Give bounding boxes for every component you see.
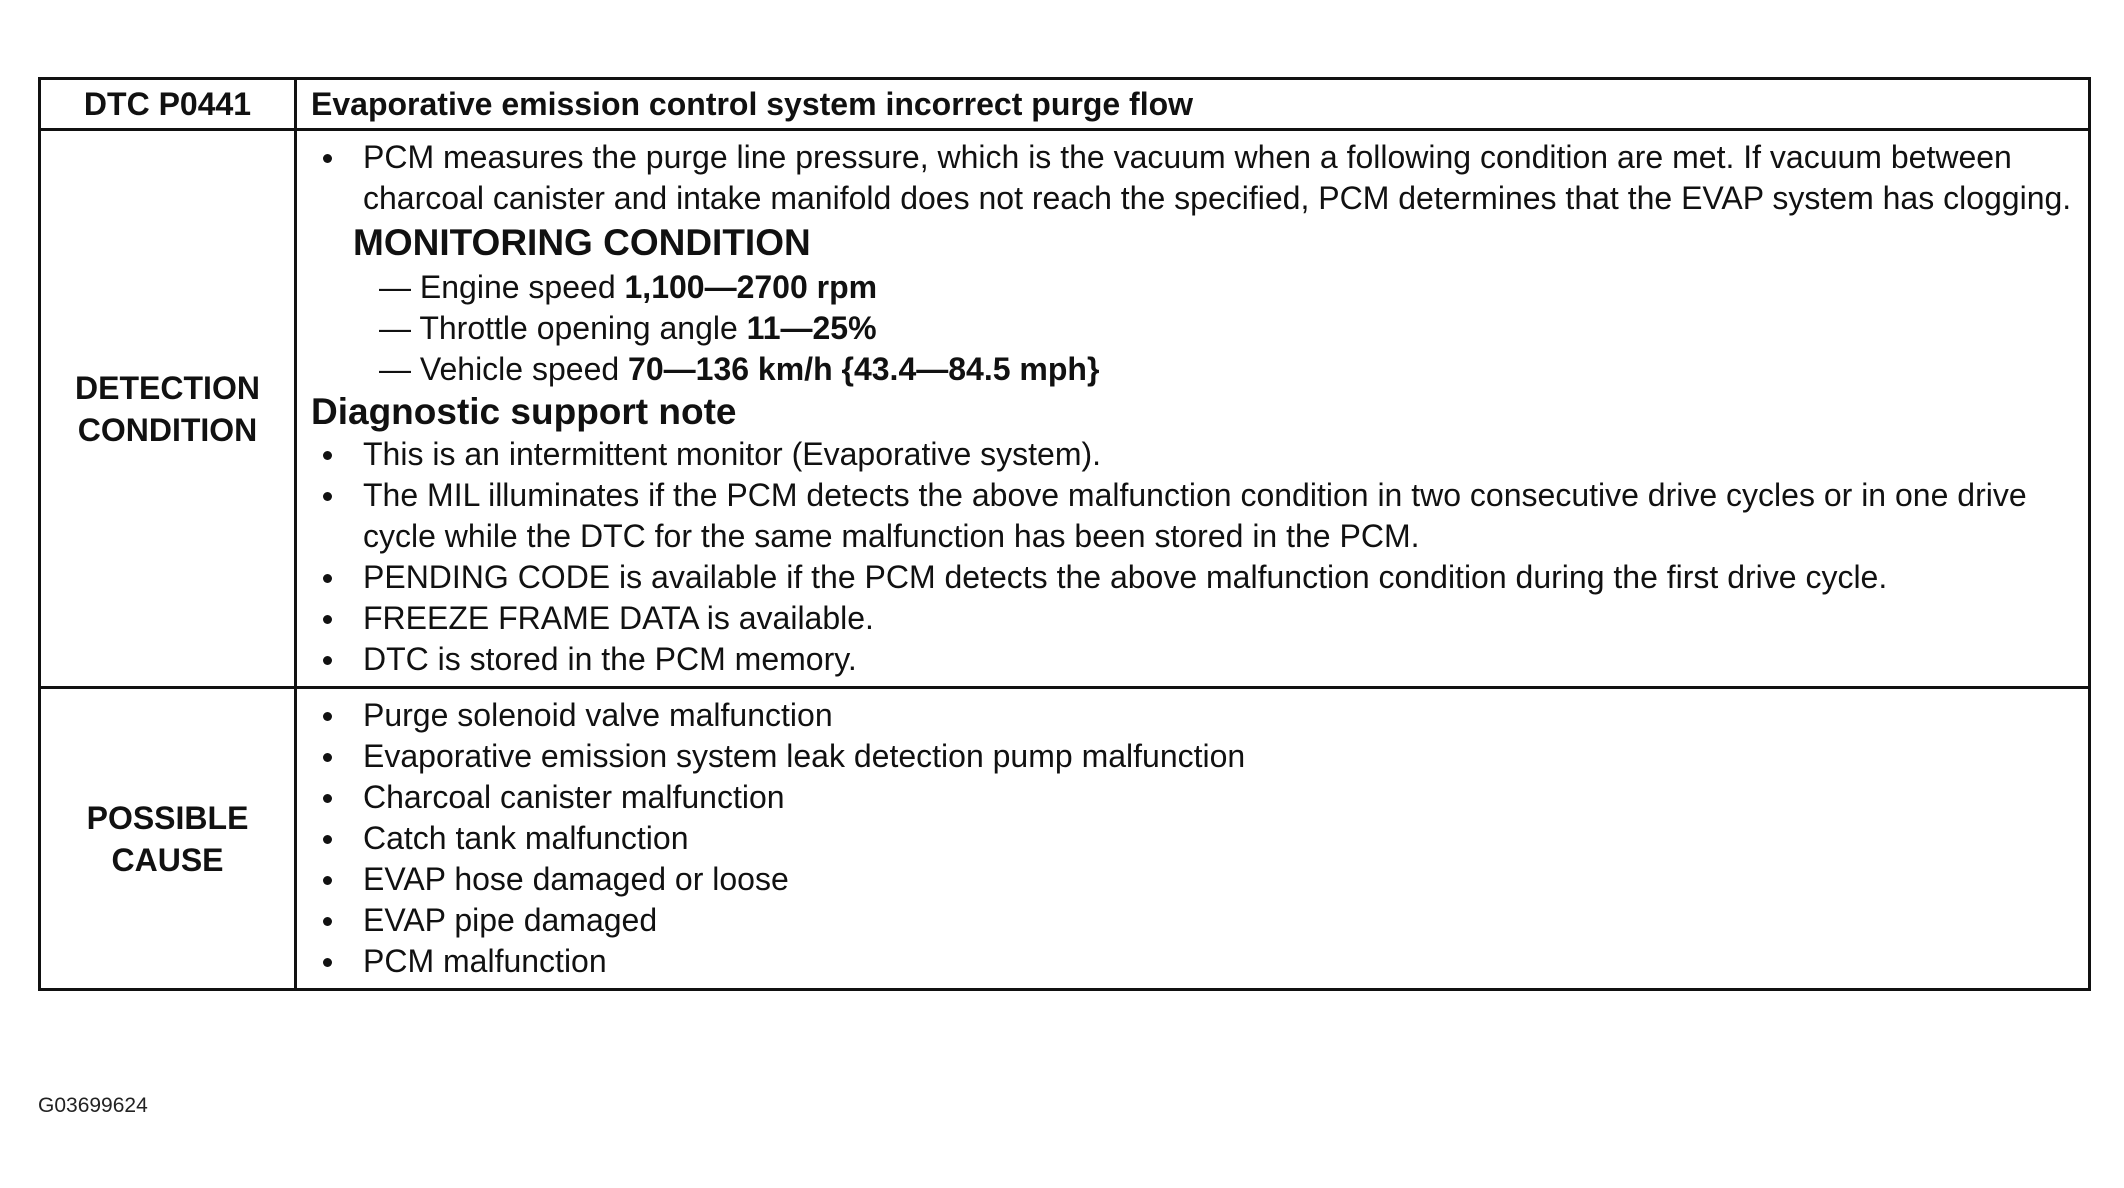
intro-text: PCM measures the purge line pressure, which is the vacuum when a following condition are met. If vacuum between charcoal canister and intake manifold does not reach the specified, PCM determines that the EVAP system has clogging.	[363, 139, 2072, 216]
cause-text: Purge solenoid valve malfunction	[363, 697, 833, 733]
cause-text: Catch tank malfunction	[363, 820, 689, 856]
dtc-code: DTC P0441	[40, 79, 296, 130]
bullet-icon	[323, 876, 332, 885]
detection-label-line2: CONDITION	[77, 411, 258, 448]
detection-label	[40, 130, 296, 688]
monitoring-heading: MONITORING CONDITION	[353, 222, 811, 263]
detection-label-line1: DETECTION	[75, 369, 260, 406]
bullet-icon	[323, 492, 332, 501]
condition-prefix: — Vehicle speed	[379, 351, 629, 387]
bullet-icon	[323, 154, 332, 163]
cause-text: Evaporative emission system leak detection pump malfunction	[363, 738, 1246, 774]
condition-value: 1,100—2700 rpm	[624, 269, 878, 305]
list-item	[311, 598, 2078, 639]
bullet-icon	[323, 958, 332, 967]
list-item	[311, 777, 2078, 818]
detection-row	[40, 130, 2090, 688]
possible-cause-content	[296, 688, 2090, 990]
list-item	[311, 818, 2078, 859]
support-notes	[311, 434, 2078, 680]
possible-cause-label-line2: CAUSE	[111, 841, 224, 878]
condition-prefix: — Throttle opening angle	[379, 310, 747, 346]
dtc-title: Evaporative emission control system incorrect purge flow	[296, 79, 2090, 130]
list-item	[311, 859, 2078, 900]
list-item	[311, 695, 2078, 736]
list-item	[311, 639, 2078, 680]
intro-list	[311, 137, 2078, 219]
cause-text: Charcoal canister malfunction	[363, 779, 785, 815]
bullet-icon	[323, 753, 332, 762]
bullet-icon	[323, 574, 332, 583]
bullet-icon	[323, 615, 332, 624]
condition-item	[379, 349, 2078, 390]
list-item	[311, 434, 2078, 475]
bullet-icon	[323, 656, 332, 665]
support-heading: Diagnostic support note	[311, 391, 737, 432]
list-item	[311, 900, 2078, 941]
cause-text: PCM malfunction	[363, 943, 607, 979]
bullet-icon	[323, 835, 332, 844]
bullet-icon	[323, 917, 332, 926]
condition-item	[379, 267, 2078, 308]
list-item	[311, 137, 2078, 219]
condition-item	[379, 308, 2078, 349]
monitoring-conditions	[311, 267, 2078, 390]
note-text: DTC is stored in the PCM memory.	[363, 641, 857, 677]
detection-content	[296, 130, 2090, 688]
cause-text: EVAP pipe damaged	[363, 902, 658, 938]
note-text: The MIL illuminates if the PCM detects the above malfunction condition in two consecutive drive cycles or in one drive cycle while the DTC for the same malfunction has been stored in the PCM.	[363, 477, 2027, 554]
possible-cause-label-line1: POSSIBLE	[86, 799, 249, 836]
condition-value: 70—136 km/h {43.4—84.5 mph}	[628, 351, 1100, 387]
list-item	[311, 475, 2078, 557]
cause-list	[311, 695, 2078, 982]
dtc-table	[38, 77, 2091, 991]
possible-cause-label	[40, 688, 296, 990]
list-item	[311, 736, 2078, 777]
list-item	[311, 941, 2078, 982]
condition-value: 11—25%	[746, 310, 877, 346]
list-item	[311, 557, 2078, 598]
condition-prefix: — Engine speed	[379, 269, 625, 305]
possible-cause-row	[40, 688, 2090, 990]
bullet-icon	[323, 712, 332, 721]
figure-id: G03699624	[38, 1094, 148, 1117]
note-text: This is an intermittent monitor (Evaporative system).	[363, 436, 1102, 472]
bullet-icon	[323, 794, 332, 803]
note-text: FREEZE FRAME DATA is available.	[363, 600, 874, 636]
note-text: PENDING CODE is available if the PCM detects the above malfunction condition during the first drive cycle.	[363, 559, 1888, 595]
header-row	[40, 79, 2090, 130]
cause-text: EVAP hose damaged or loose	[363, 861, 789, 897]
bullet-icon	[323, 451, 332, 460]
